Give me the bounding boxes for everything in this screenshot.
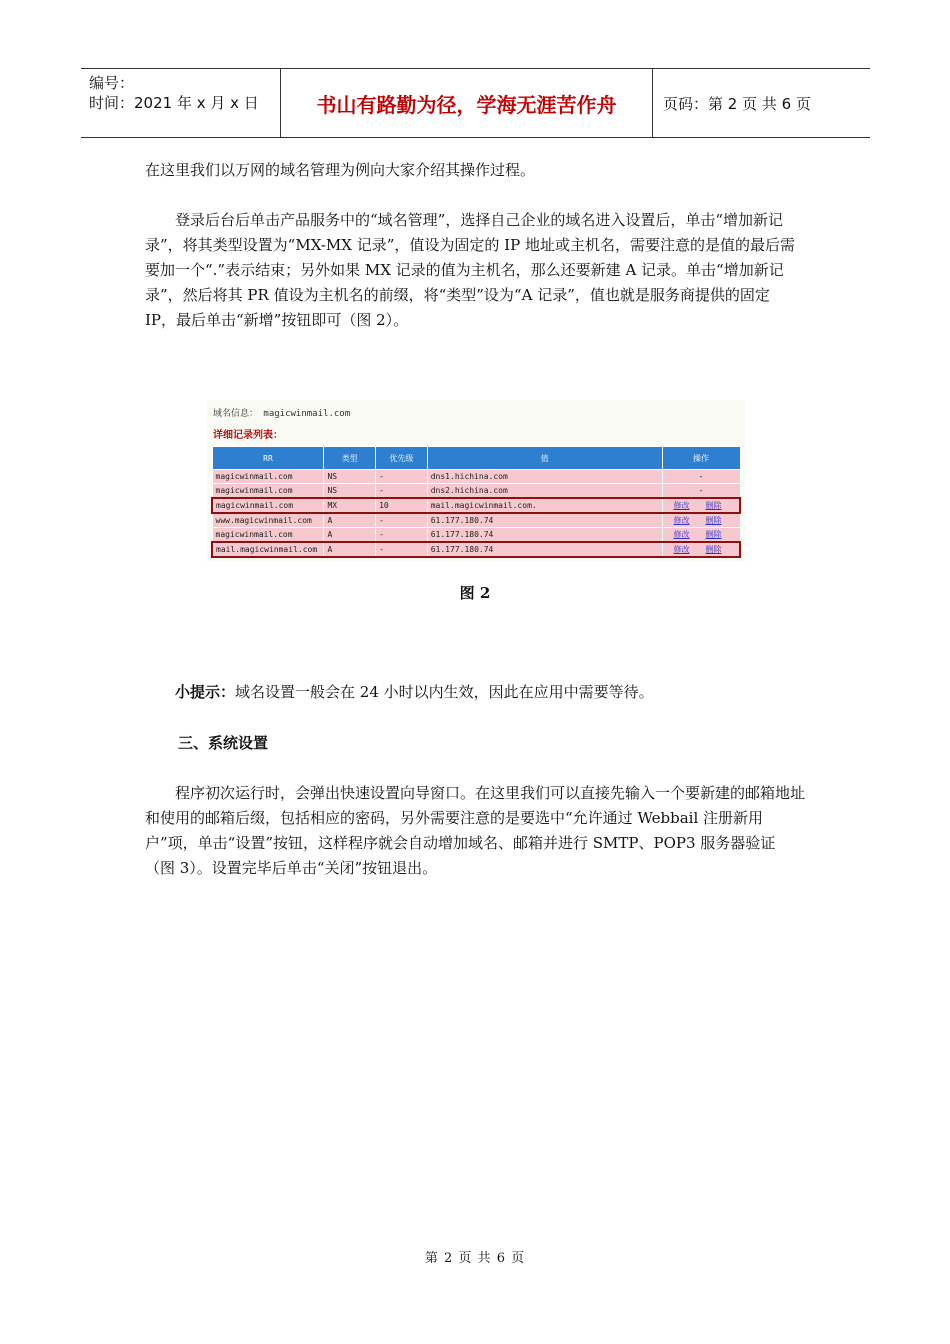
cell-op: [662, 498, 740, 513]
cell-value: 61.177.180.74: [427, 513, 662, 528]
cell-type: MX: [324, 498, 376, 513]
cell-rr: www.magicwinmail.com: [212, 513, 324, 528]
cell-priority: 10: [376, 498, 428, 513]
cell-op: [662, 528, 740, 543]
cell-op: -: [662, 484, 740, 499]
col-operation: 操作: [662, 447, 740, 470]
cell-value: 61.177.180.74: [427, 528, 662, 543]
figure-list-title: 详细记录列表：: [213, 430, 283, 441]
dns-record-table: [211, 446, 741, 558]
table-row: [212, 470, 740, 484]
cell-priority: -: [376, 470, 428, 484]
cell-rr: magicwinmail.com: [212, 498, 324, 513]
cell-op: [662, 542, 740, 557]
edit-link[interactable]: 修改: [673, 501, 690, 510]
cell-rr: magicwinmail.com: [212, 528, 324, 543]
page-footer: 第 2 页 共 6 页: [424, 1251, 526, 1266]
cell-value: dns2.hichina.com: [427, 484, 662, 499]
delete-link[interactable]: 删除: [705, 501, 722, 510]
edit-link[interactable]: 修改: [673, 516, 690, 525]
edit-link[interactable]: 修改: [673, 530, 690, 539]
cell-rr: magicwinmail.com: [212, 484, 324, 499]
dns-table-header-row: [212, 447, 740, 470]
col-type: 类型: [324, 447, 376, 470]
delete-link[interactable]: 删除: [705, 530, 722, 539]
col-value: 值: [427, 447, 662, 470]
cell-type: A: [324, 528, 376, 543]
dns-setup-paragraph: 登录后台后单击产品服务中的“域名管理”，选择自己企业的域名进入设置后，单击“增加新记录”，将其类型设置为“MX-MX 记录”，值设为固定的 IP 地址或主机名，需要注意的是值的最后需要加一个“.”表示结束；另外如果 MX 记录的值为主机名，那么还要新建 A 记录。单击“增加新记录”，然后将其 PR 值设为主机名的前缀，将“类型”设为“A 记录”，值也就是服务商提供的固定 IP，最后单击“新增”按钮即可（图 2）。: [145, 211, 795, 329]
cell-value: 61.177.180.74: [427, 542, 662, 557]
header-page-info: 页码：第 2 页 共 6 页: [663, 94, 811, 113]
system-setup-paragraph: 程序初次运行时，会弹出快速设置向导窗口。在这里我们可以直接先输入一个要新建的邮箱地址和使用的邮箱后缀，包括相应的密码，另外需要注意的是要选中“允许通过 Webbail 注册新用户”项，单击“设置”按钮，这样程序就会自动增加域名、邮箱并进行 SMTP、POP3 服务器验证（图 3）。设置完毕后单击“关闭”按钮退出。: [145, 784, 806, 877]
table-row-highlighted: [212, 542, 740, 557]
cell-priority: -: [376, 528, 428, 543]
doc-time-label: 时间：2021 年 x 月 x 日: [89, 94, 259, 112]
tip-label: 小提示：: [175, 683, 236, 701]
table-row: [212, 528, 740, 543]
intro-paragraph: 在这里我们以万网的域名管理为例向大家介绍其操作过程。: [145, 161, 536, 179]
doc-number-label: 编号：: [89, 74, 135, 92]
cell-op: -: [662, 470, 740, 484]
cell-priority: -: [376, 542, 428, 557]
delete-link[interactable]: 删除: [705, 516, 722, 525]
delete-link[interactable]: 删除: [705, 545, 722, 554]
cell-priority: -: [376, 484, 428, 499]
col-rr: RR: [212, 447, 324, 470]
header-meta: [81, 69, 281, 137]
cell-type: A: [324, 513, 376, 528]
cell-op: [662, 513, 740, 528]
edit-link[interactable]: 修改: [673, 545, 690, 554]
header-motto: 书山有路勤为径，学海无涯苦作舟: [281, 69, 653, 137]
cell-priority: -: [376, 513, 428, 528]
cell-rr: mail.magicwinmail.com: [212, 542, 324, 557]
cell-type: NS: [324, 470, 376, 484]
cell-rr: magicwinmail.com: [212, 470, 324, 484]
section-title: 三、系统设置: [178, 734, 269, 752]
cell-value: dns1.hichina.com: [427, 470, 662, 484]
figure-caption: 图 2: [459, 584, 491, 602]
cell-type: NS: [324, 484, 376, 499]
col-priority: 优先级: [376, 447, 428, 470]
figure-dns-records: [207, 400, 745, 562]
cell-type: A: [324, 542, 376, 557]
table-row: [212, 484, 740, 499]
tip-text: 域名设置一般会在 24 小时以内生效，因此在应用中需要等待。: [235, 683, 654, 701]
figure-domain-info: 域名信息： magicwinmail.com: [213, 409, 351, 419]
page-header: [81, 68, 870, 138]
tip-paragraph: [145, 680, 805, 705]
cell-value: mail.magicwinmail.com.: [427, 498, 662, 513]
table-row-highlighted: [212, 498, 740, 513]
table-row: [212, 513, 740, 528]
